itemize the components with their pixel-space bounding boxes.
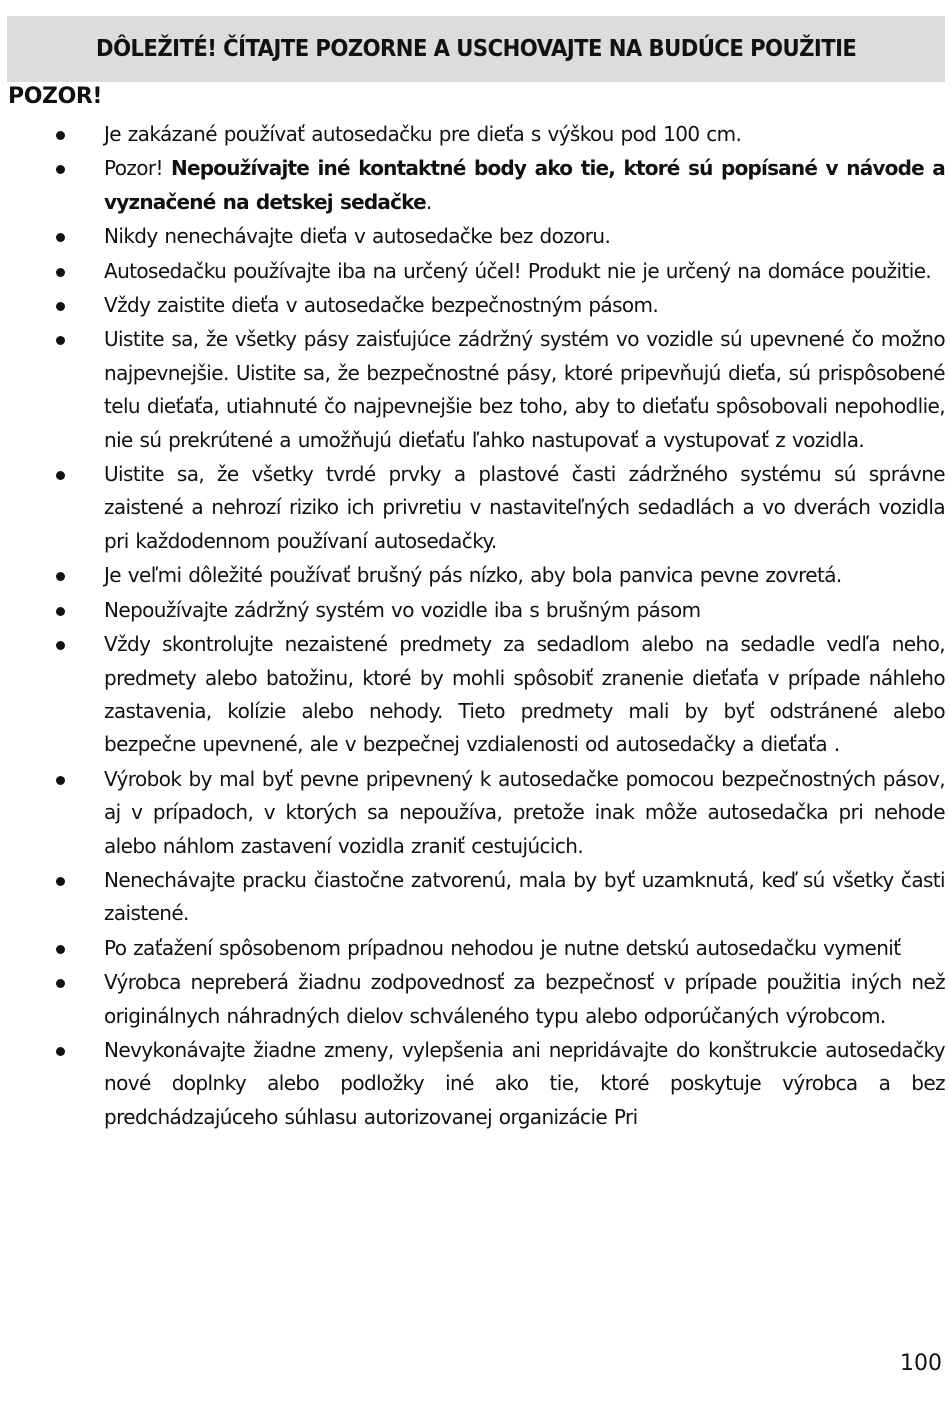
bullet-icon	[56, 471, 65, 480]
list-item: Nikdy nenechávajte dieťa v autosedačke bez dozoru.	[0, 220, 945, 253]
list-item: Vždy skontrolujte nezaistené predmety za sedadlom alebo na sedadle vedľa neho, predmety alebo batožinu, ktoré by mohli spôsobiť zranenie dieťaťa v prípade náhleho zastavenia, kolízie alebo nehody. Tieto predmety mali by byť odstránené alebo bezpečne upevnené, ale v bezpečnej vzdialenosti od autosedačky a dieťaťa .	[0, 628, 945, 762]
bullet-icon	[56, 268, 65, 277]
list-item: Autosedačku používajte iba na určený účel! Produkt nie je určený na domáce použitie.	[0, 255, 945, 288]
list-item: Nevykonávajte žiadne zmeny, vylepšenia ani nepridávajte do konštrukcie autosedačky nové doplnky alebo podložky iné ako tie, ktoré poskytuje výrobca a bez predchádzajúceho súhlasu autorizovanej organizácie Pri	[0, 1034, 945, 1134]
bullet-icon	[56, 776, 65, 785]
header-bar	[7, 16, 945, 82]
bullet-icon	[56, 979, 65, 988]
list-item: Je veľmi dôležité používať brušný pás nízko, aby bola panvica pevne zovretá.	[0, 559, 945, 592]
warning-heading: POZOR!	[8, 84, 103, 109]
list-item: Vždy zaistite dieťa v autosedačke bezpečnostným pásom.	[0, 289, 945, 322]
warning-list	[0, 118, 945, 1135]
list-item: Nenechávajte pracku čiastočne zatvorenú, mala by byť uzamknutá, keď sú všetky časti zaistené.	[0, 864, 945, 931]
bullet-icon	[56, 131, 65, 140]
page-number: 100	[900, 1351, 942, 1376]
bullet-icon	[56, 877, 65, 886]
list-item: Uistite sa, že všetky pásy zaisťujúce zádržný systém vo vozidle sú upevnené čo možno najpevnejšie. Uistite sa, že bezpečnostné pásy, ktoré pripevňujú dieťa, sú prispôsobené telu dieťaťa, utiahnuté čo najpevnejšie bez toho, aby to dieťaťu spôsobovali nepohodlie, nie sú prekrútené a umožňujú dieťaťu ľahko nastupovať a vystupovať z vozidla.	[0, 323, 945, 457]
page-title: DÔLEŽITÉ! ČÍTAJTE POZORNE A USCHOVAJTE NA BUDÚCE POUŽITIE	[95, 36, 857, 62]
list-item: Uistite sa, že všetky tvrdé prvky a plastové časti zádržného systému sú správne zaistené a nehrozí riziko ich privretiu v nastaviteľných sedadlách a vo dverách vozidla pri každodennom používaní autosedačky.	[0, 458, 945, 558]
bullet-icon	[56, 233, 65, 242]
list-item: Nepoužívajte zádržný systém vo vozidle iba s brušným pásom	[0, 594, 945, 627]
bullet-icon	[56, 607, 65, 616]
list-item: Výrobca nepreberá žiadnu zodpovednosť za bezpečnosť v prípade použitia iných než originálnych náhradných dielov schváleného typu alebo odporúčaných výrobcom.	[0, 966, 945, 1033]
list-item: Je zakázané používať autosedačku pre dieťa s výškou pod 100 cm.	[0, 118, 945, 151]
bullet-icon	[56, 572, 65, 581]
list-item: Po zaťažení spôsobenom prípadnou nehodou je nutne detskú autosedačku vymeniť	[0, 932, 945, 965]
bullet-icon	[56, 945, 65, 954]
bullet-icon	[56, 1047, 65, 1056]
bullet-icon	[56, 641, 65, 650]
bullet-icon	[56, 165, 65, 174]
bullet-icon	[56, 336, 65, 345]
emphasized-text: Nepoužívajte iné kontaktné body ako tie, ktoré sú popísané v návode a vyznačené na detskej sedačke	[104, 156, 946, 214]
list-item: Výrobok by mal byť pevne pripevnený k autosedačke pomocou bezpečnostných pásov, aj v prípadoch, v ktorých sa nepoužíva, pretože inak môže autosedačka pri nehode alebo náhlom zastavení vozidla zraniť cestujúcich.	[0, 763, 945, 863]
bullet-icon	[56, 302, 65, 311]
list-item: Pozor! Nepoužívajte iné kontaktné body ako tie, ktoré sú popísané v návode a vyznačené na detskej sedačke.	[0, 152, 945, 219]
